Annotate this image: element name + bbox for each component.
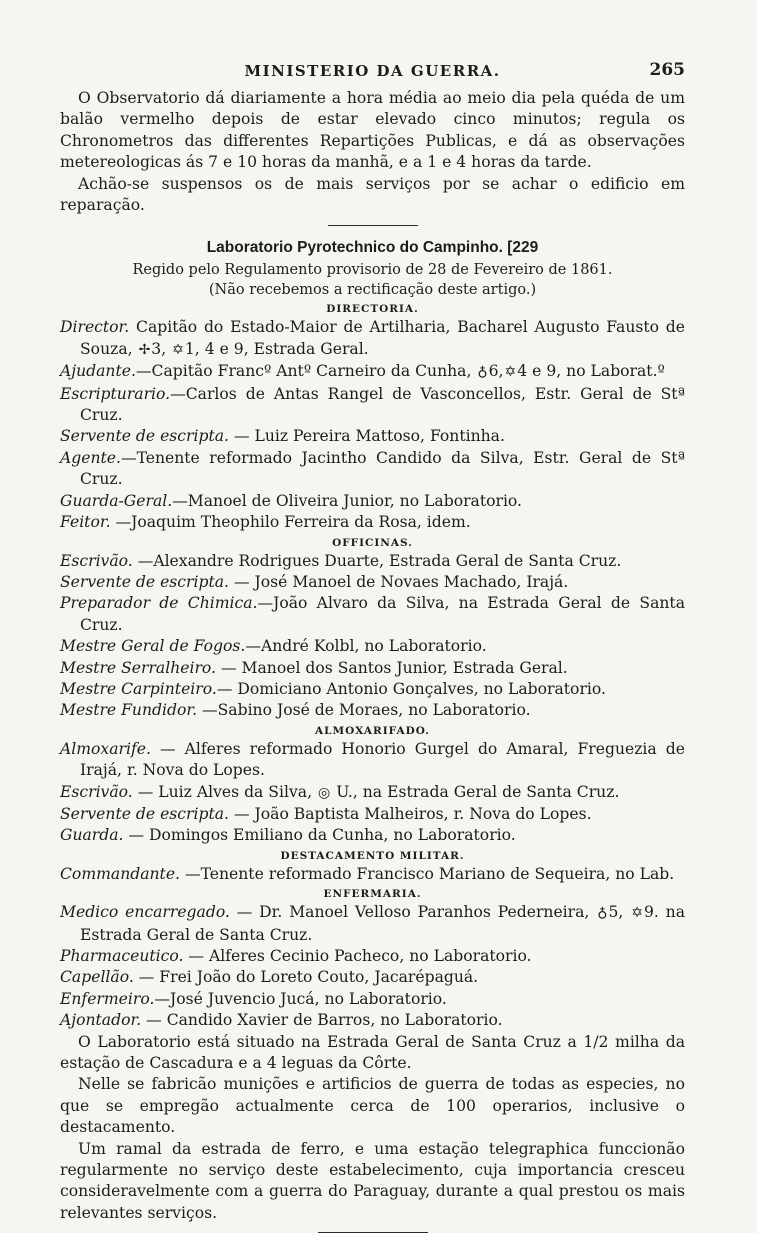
intro-paragraph-1: O Observatorio dá diariamente a hora média ao meio dia pela quéda de um balão vermelho depois de estar elevado cinco minutos; regula os Chronometros das differentes Repartições Publicas, e dá as observações metereologicas ás 7 e 10 horas da manhã, e a 1 e 4 horas da tarde. <box>60 89 685 172</box>
entry-preparador <box>60 593 685 636</box>
heading-enfermaria: ENFERMARIA. <box>323 888 422 901</box>
entry-text: Capitão do Estado-Maior de Artilharia, Bacharel Augusto Fausto de Souza, <box>80 318 685 358</box>
entry-escripturario <box>60 384 685 427</box>
entry-text: — Domingos Emiliano da Cunha, no Laboratorio. <box>128 826 516 845</box>
entry-text: —André Kolbl, no Laboratorio. <box>245 637 487 656</box>
role-label: Mestre Serralheiro. <box>60 658 216 677</box>
entry-mestre-fogos <box>60 636 685 657</box>
entry-text: 4 e 9, no Laborat.º <box>517 362 665 381</box>
closing-paragraph-2: Nelle se fabricão munições e artificios de guerra de todas as especies, no que se empregão actualmente cerca de 100 operarios, inclusive o destacamento. <box>60 1075 685 1137</box>
closing-paragraph-3: Um ramal da estrada de ferro, e uma estação telegraphica funccionão regularmente no serviço deste estabelecimento, cuja importancia cresceu consideravelmente com a guerra do Paraguay, durante a qual prestou os mais relevantes serviços. <box>60 1139 685 1222</box>
entry-text: —Alexandre Rodrigues Duarte, Estrada Geral de Santa Cruz. <box>137 551 622 570</box>
role-label: Guarda. <box>60 826 124 845</box>
entry-servente-almox <box>60 804 685 825</box>
role-label: Servente de escripta. <box>60 804 229 823</box>
role-label: Agente. <box>60 448 121 467</box>
entry-guarda <box>60 825 685 846</box>
entry-feitor <box>60 512 685 533</box>
entry-text: —Carlos de Antas Rangel de Vasconcellos, Estr. Geral de Stª Cruz. <box>80 384 685 425</box>
role-label: Escrivão. <box>60 551 133 570</box>
role-label: Commandante. <box>60 864 181 883</box>
entry-text: — Manoel dos Santos Junior, Estrada Geral. <box>220 658 568 677</box>
entry-carpinteiro <box>60 679 685 700</box>
entry-director <box>60 317 685 361</box>
heading-directoria: DIRECTORIA. <box>326 303 419 316</box>
role-label: Director. <box>60 318 130 337</box>
role-label: Servente de escripta. <box>60 427 229 446</box>
entry-servente <box>60 426 685 447</box>
role-label: Mestre Carpinteiro. <box>60 679 217 698</box>
entry-ajudante <box>60 361 685 383</box>
entry-text: —Joaquim Theophilo Ferreira da Rosa, idem. <box>115 513 471 532</box>
role-label: Enfermeiro. <box>60 989 155 1008</box>
entry-text: — Alferes reformado Honorio Gurgel do Amaral, Freguezia de Irajá, r. Nova do Lopes. <box>80 739 685 780</box>
role-label: Capellão. <box>60 968 134 987</box>
entry-text: — Luiz Pereira Mattoso, Fontinha. <box>233 427 505 446</box>
entry-text: — Luiz Alves da Silva, <box>137 782 313 801</box>
section-note: (Não recebemos a rectificação deste artigo.) <box>208 282 537 299</box>
role-label: Escripturario. <box>60 384 171 403</box>
order-of-rose-icon: ✡ <box>504 364 517 381</box>
running-header <box>60 62 685 88</box>
entry-text: — Frei João do Loreto Couto, Jacarépaguá. <box>138 968 479 987</box>
entry-text: U., na Estrada Geral de Santa Cruz. <box>336 782 620 801</box>
order-of-aviz-icon: ♁ <box>597 905 608 922</box>
entry-ajontador <box>60 1010 685 1031</box>
document-page <box>60 62 685 1233</box>
role-label: Ajudante. <box>60 362 136 381</box>
role-label: Pharmaceutico. <box>60 947 184 965</box>
entry-fundidor <box>60 700 685 721</box>
heading-destacamento: DESTACAMENTO MILITAR. <box>280 849 465 862</box>
page-number: 265 <box>649 60 685 80</box>
entry-text: —José Juvencio Jucá, no Laboratorio. <box>154 989 447 1008</box>
entry-pharmaceutico <box>60 946 685 967</box>
entry-text: — Alferes Cecinio Pacheco, no Laboratorio. <box>188 947 532 965</box>
entry-text: — José Manoel de Novaes Machado, Irajá. <box>233 572 569 591</box>
entry-text: 5, <box>608 903 624 922</box>
entry-medico <box>60 902 685 946</box>
entry-text: —Capitão Francº Antº Carneiro da Cunha, <box>135 362 472 381</box>
entry-text: 6, <box>488 362 504 381</box>
order-of-christ-icon: ✢ <box>138 341 151 358</box>
order-of-aviz-icon: ♁ <box>477 364 488 381</box>
entry-text: — Candido Xavier de Barros, no Laboratorio. <box>146 1011 503 1030</box>
entry-capellao <box>60 967 685 988</box>
entry-almoxarife <box>60 739 685 782</box>
entry-text: —Manoel de Oliveira Junior, no Laboratorio. <box>172 491 523 510</box>
section-regulation: Regido pelo Regulamento provisorio de 28 de Fevereiro de 1861. <box>132 262 613 279</box>
role-label: Almoxarife. <box>60 739 151 758</box>
entry-text: —João Alvaro da Silva, na Estrada Geral de Santa Cruz. <box>80 594 685 634</box>
entry-escrivao <box>60 551 685 572</box>
intro-paragraph-2: Achão-se suspensos os de mais serviços por se achar o edificio em reparação. <box>60 174 685 215</box>
entry-text: — Dr. Manoel Velloso Paranhos Pederneira, <box>236 903 590 922</box>
entry-commandante <box>60 864 685 885</box>
role-label: Escrivão. <box>60 782 133 801</box>
entry-servente-officinas <box>60 572 685 593</box>
heading-officinas: OFFICINAS. <box>332 536 413 549</box>
entry-text: —Sabino José de Moraes, no Laboratorio. <box>202 701 531 720</box>
role-label: Servente de escripta. <box>60 572 229 591</box>
header-title: MINISTERIO DA GUERRA. <box>244 62 501 80</box>
role-label: Ajontador. <box>60 1011 142 1030</box>
role-label: Preparador de Chimica. <box>60 594 258 613</box>
entry-guarda-geral <box>60 491 685 512</box>
role-label: Guarda-Geral. <box>60 491 173 510</box>
section-title: Laboratorio Pyrotechnico do Campinho. [229 <box>206 239 539 257</box>
heading-almoxarifado: ALMOXARIFADO. <box>315 724 430 737</box>
entry-serralheiro <box>60 658 685 679</box>
entry-text: — Domiciano Antonio Gonçalves, no Laboratorio. <box>216 679 606 698</box>
entry-text: 1, 4 e 9, Estrada Geral. <box>184 339 369 358</box>
section-divider <box>328 225 418 226</box>
entry-text: 3, <box>151 339 167 358</box>
entry-text: 9. na Estrada Geral de Santa Cruz. <box>80 903 685 944</box>
entry-escrivao-almox <box>60 782 685 804</box>
role-label: Medico encarregado. <box>60 903 230 922</box>
entry-text: —Tenente reformado Jacintho Candido da Silva, Estr. Geral de Stª Cruz. <box>80 448 685 489</box>
entry-enfermeiro <box>60 989 685 1010</box>
closing-paragraph-1: O Laboratorio está situado na Estrada Geral de Santa Cruz a 1/2 milha da estação de Cascadura e a 4 leguas da Côrte. <box>60 1032 685 1073</box>
role-label: Mestre Geral de Fogos. <box>60 637 246 656</box>
role-label: Mestre Fundidor. <box>60 701 198 720</box>
entry-agente <box>60 448 685 491</box>
role-label: Feitor. <box>60 513 111 532</box>
entry-text: —Tenente reformado Francisco Mariano de Sequeira, no Lab. <box>184 864 675 883</box>
order-of-rose-icon: ✡ <box>172 341 184 358</box>
entry-text: — João Baptista Malheiros, r. Nova do Lopes. <box>233 804 592 823</box>
circled-o-icon: ◎ <box>318 784 331 801</box>
order-of-rose-icon: ✡ <box>631 905 643 922</box>
